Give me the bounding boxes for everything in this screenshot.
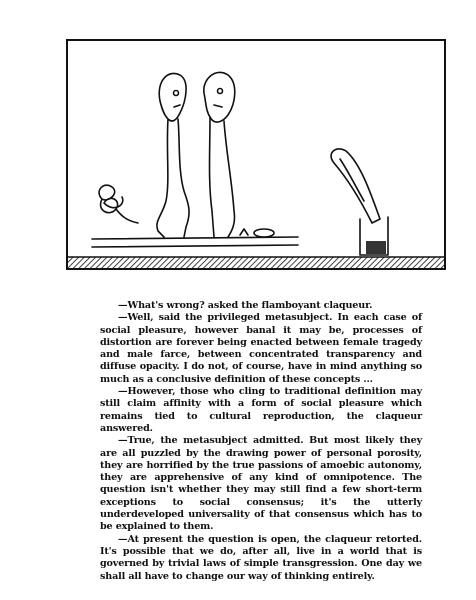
left-figure-body <box>157 119 189 237</box>
table-edge <box>92 245 298 247</box>
line-drawing-illustration <box>68 41 444 268</box>
paragraph-2: —Well, said the privileged metasubject. In each case of social pleasure, however banal it may be, processes of distortion are forever being enacted between female tragedy and male farce, between concentrated transparency and diffuse opacity. I do not, of course, have in mind anything so much as a conclusive definition of these concepts ... <box>100 312 422 385</box>
paragraph-1: —What's wrong? asked the flamboyant claqueur. <box>118 300 373 311</box>
left-figure-eye <box>174 91 179 96</box>
dialogue-text <box>100 300 422 583</box>
illustration-frame <box>66 39 446 270</box>
squiggle-object <box>99 185 138 223</box>
paragraph-5: —At present the question is open, the claqueur retorted. It's possible that we do, after all, live in a world that is governed by trivial laws of simple transgression. One day we shall all have to change our way of thinking entirely. <box>100 533 422 582</box>
right-figure-body <box>210 117 235 237</box>
paragraph-3: —However, those who cling to traditional definition may still claim affinity with a form of social pleasure which remains tied to cultural reproduction, the claqueur answered. <box>100 386 422 434</box>
hatched-ground <box>68 257 444 268</box>
right-figure-eye <box>218 89 223 94</box>
right-figure-head <box>204 72 235 122</box>
left-figure-head <box>159 73 186 121</box>
paragraph-4: —True, the metasubject admitted. But most likely they are all puzzled by the drawing power of personal porosity, they are horrified by the true passions of amoebic autonomy, they are apprehensive of any kind of omnipotence. The question isn't whether they may still find a few short-term exceptions to social consensus; it's the utterly underdeveloped universality of that consensus which has to be explained to them. <box>100 435 422 533</box>
